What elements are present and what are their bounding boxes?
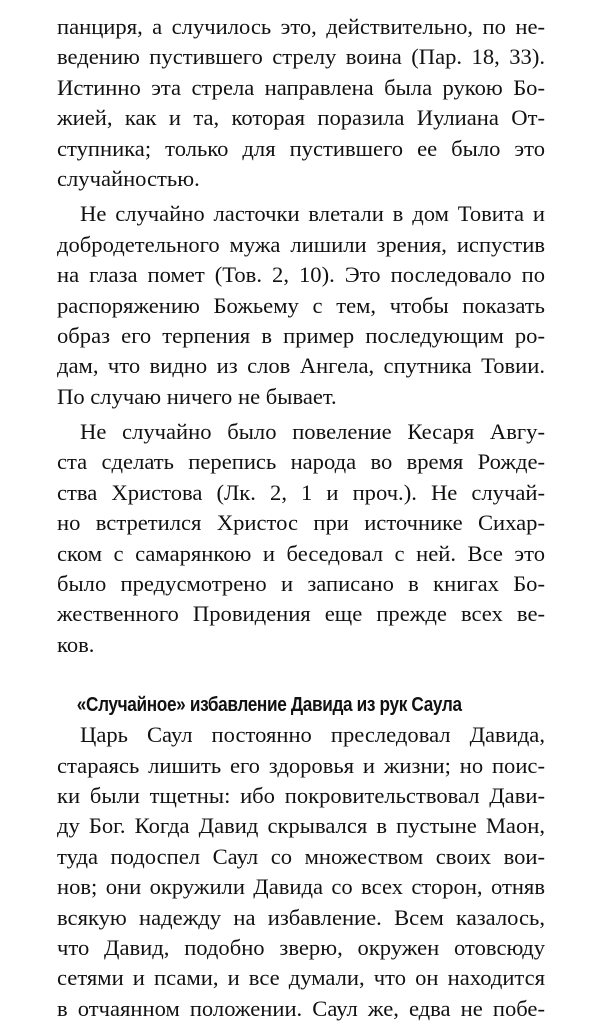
- text-line: По случаю ничего не бывает.: [57, 383, 337, 409]
- paragraph: [57, 199, 545, 412]
- text-line: дам, что видно из слов Ангела, спутника Товии.: [57, 353, 545, 379]
- text-line: было предусмотрено и записано в книгах Бо-: [57, 571, 545, 597]
- paragraph: [57, 12, 545, 194]
- paragraph: [57, 417, 545, 660]
- text-line: но встретился Христос при источнике Сихар-: [57, 510, 545, 536]
- text-line: ду Бог. Когда Давид скрывался в пустыне Маон,: [57, 813, 545, 839]
- text-line: случайностью.: [57, 165, 200, 191]
- text-line: стараясь лишить его здоровья и жизни; но поис-: [57, 752, 545, 778]
- text-line: Не случайно ласточки влетали в дом Товита и: [80, 201, 545, 227]
- text-line: что Давид, подобно зверю, окружен отовсюду: [57, 934, 545, 960]
- paragraph: [57, 720, 545, 1024]
- text-line: образ его терпения в пример последующим ро-: [57, 322, 545, 348]
- text-line: жественного Провидения еще прежде всех ве-: [57, 601, 545, 627]
- text-line: Не случайно было повеление Кесаря Авгу-: [80, 419, 545, 445]
- text-line: ведению пустившего стрелу воина (Пар. 18, 33).: [57, 44, 545, 70]
- text-line: Истинно эта стрела направлена была рукою Бо-: [57, 74, 545, 100]
- text-line: ки были тщетны: ибо покровительствовал Дави-: [57, 782, 545, 808]
- text-line: ском с самарянкою и беседовал с ней. Все это: [57, 540, 545, 566]
- text-line: Царь Саул постоянно преследовал Давида,: [80, 722, 545, 748]
- text-line: ков.: [57, 631, 95, 657]
- text-line: распоряжению Божьему с тем, чтобы показать: [57, 292, 545, 318]
- text-line: ступника; только для пустившего ее было это: [57, 135, 545, 161]
- text-line: на глаза помет (Тов. 2, 10). Это последовало по: [57, 262, 545, 288]
- text-line: нов; они окружили Давида со всех сторон, отняв: [57, 874, 545, 900]
- text-line: сетями и псами, и все думали, что он находится: [57, 965, 545, 991]
- text-line: туда подоспел Саул со множеством своих вои-: [57, 843, 545, 869]
- text-line: ста сделать перепись народа во время Рожде-: [57, 449, 545, 475]
- section-heading: «Случайное» избавление Давида из рук Саула: [76, 694, 462, 717]
- text-line: всякую надежду на избавление. Всем казалось,: [57, 904, 545, 930]
- section-gap: [57, 660, 545, 690]
- text-line: ства Христова (Лк. 2, 1 и проч.). Не случай-: [57, 479, 545, 505]
- text-line: в отчаянном положении. Саул же, едва не побе-: [57, 995, 545, 1021]
- text-line: панциря, а случилось это, действительно, по не-: [57, 14, 545, 39]
- text-line: добродетельного мужа лишили зрения, испустив: [57, 231, 545, 257]
- text-line: жией, как и та, которая поразила Иулиана От-: [57, 105, 545, 131]
- book-page: [57, 12, 545, 1024]
